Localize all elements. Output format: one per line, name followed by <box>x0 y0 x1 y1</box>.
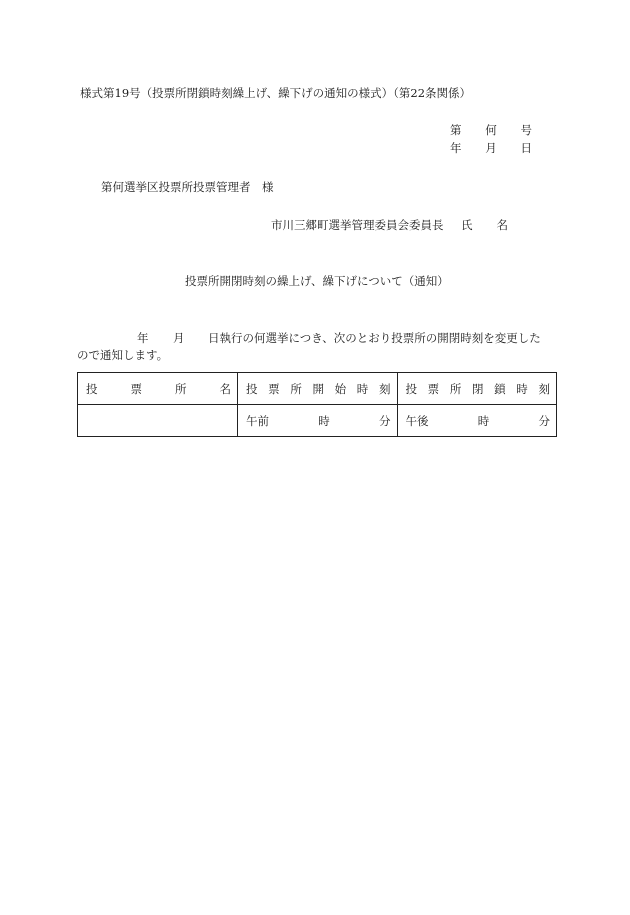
addressee: 第何選挙区投票所投票管理者 様 <box>101 180 274 194</box>
header-char: 始 <box>334 381 347 396</box>
ref-number-char: 号 <box>520 123 532 137</box>
body-date-year: 年 <box>137 331 149 345</box>
header-char: 所 <box>449 381 462 396</box>
header-open-time <box>238 373 398 405</box>
body-date-month: 月 <box>173 331 185 345</box>
table-row <box>78 405 557 437</box>
header-char: 投 <box>246 381 258 396</box>
close-time-cell <box>397 405 557 437</box>
sender-name <box>461 218 508 232</box>
time-unit-hour: 時 <box>318 413 330 428</box>
sender-name-char: 氏 <box>461 218 473 232</box>
header-char: 投 <box>405 381 417 396</box>
time-unit-hour: 時 <box>477 413 490 428</box>
header-polling-place <box>78 373 238 405</box>
ref-date-char: 日 <box>520 141 532 155</box>
time-unit-minute: 分 <box>538 413 550 428</box>
header-char: 所 <box>290 381 302 396</box>
header-char: 鎖 <box>494 381 506 396</box>
time-label-pm: 午後 <box>405 413 429 428</box>
body-text-line2: ので通知します。 <box>77 348 169 362</box>
time-label-am: 午前 <box>246 413 269 428</box>
header-char: 票 <box>130 381 142 396</box>
time-unit-minute: 分 <box>379 413 391 428</box>
header-char: 刻 <box>378 381 391 396</box>
ref-date-char: 月 <box>485 141 497 155</box>
header-char: 名 <box>219 381 231 396</box>
header-char: 開 <box>312 381 324 396</box>
sender-name-char: 名 <box>496 218 508 232</box>
form-title: 様式第19号（投票所閉鎖時刻繰上げ、繰下げの通知の様式）（第22条関係） <box>80 86 472 100</box>
header-char: 所 <box>175 381 187 396</box>
table-header-row <box>78 373 557 405</box>
polling-place-cell <box>78 405 238 437</box>
reference-date <box>450 141 532 155</box>
header-char: 閉 <box>471 381 484 396</box>
body-text-line1: 日執行の何選挙につき、次のとおり投票所の開閉時刻を変更した <box>208 331 541 345</box>
header-char: 投 <box>86 381 98 396</box>
ref-date-char: 年 <box>450 141 462 155</box>
reference-number <box>450 123 532 137</box>
header-char: 刻 <box>538 381 550 396</box>
header-close-time <box>397 373 557 405</box>
ref-number-char: 第 <box>450 123 462 137</box>
header-char: 時 <box>356 381 369 396</box>
ref-number-char: 何 <box>485 123 497 137</box>
open-time-cell <box>238 405 398 437</box>
polling-time-table <box>77 372 557 437</box>
sender-title: 市川三郷町選挙管理委員会委員長 <box>271 218 444 232</box>
header-char: 時 <box>516 381 528 396</box>
subject: 投票所開閉時刻の繰上げ、繰下げについて（通知） <box>185 274 449 288</box>
header-char: 票 <box>427 381 440 396</box>
header-char: 票 <box>268 381 280 396</box>
